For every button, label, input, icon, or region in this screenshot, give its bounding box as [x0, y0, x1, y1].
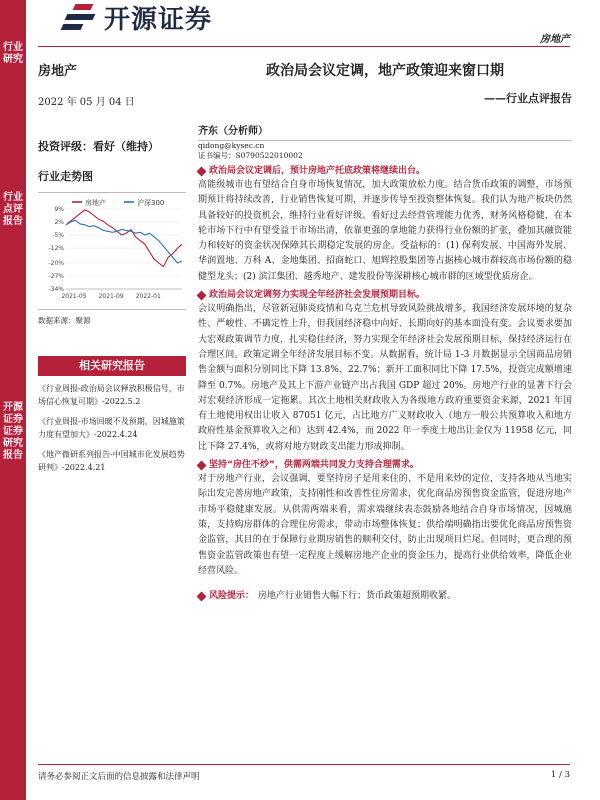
y-tick-label: -27% — [48, 272, 64, 280]
section-body: 对于房地产行业，会议强调，要坚持房子是用来住的、不是用来炒的定位，支持各地从当地实际出发完善房地产政策，支持刚性和改善性住房需求，优化商品房预售资金监管，促进房地产市场平稳健康发展。从供需两端来看，需求端继续表态鼓励各地结合自身市场情况，因城施策，支持购房群体的合理住房需求，带动市场整体恢复；供给端明确指出要优化商品房预售资金监管，其目的在于保障行业期房销售的顺利交付，防止出现项目烂尾。但同时，更合理的预售资金监管政策也有望一定程度上缓解房地产企业的资金压力，提高行业供给效率，降低企业经营风险。 — [198, 474, 572, 576]
left-column — [38, 52, 186, 481]
legend-label-csi300: 沪深300 — [137, 199, 165, 207]
side-label-middle: 行业点评报告 — [3, 192, 23, 227]
trend-chart-svg — [38, 193, 186, 305]
related-research-header: 相关研究报告 — [38, 356, 186, 376]
y-tick-label: -5% — [52, 232, 64, 240]
chart-source: 数据来源：聚源 — [38, 316, 91, 325]
section-heading-text: 政治局会议定调后，预计房地产托底政策将继续出台。 — [209, 166, 426, 176]
x-tick-label: 2021-05 — [61, 293, 87, 300]
related-report-link[interactable]: 《地产微研系列报告-中国城市化发展趋势研判》-2022.4.21 — [38, 450, 185, 472]
side-label-bottom: 开源证券 证券研究报告 — [3, 402, 23, 461]
sector-label: 房地产 — [38, 64, 78, 79]
author-cert: 证书编号：S0790522010002 — [198, 151, 303, 160]
report-title: 政治局会议定调，地产政策迎来窗口期 — [266, 63, 504, 79]
trend-title: 行业走势图 — [38, 170, 93, 183]
risk-label: 风险提示： — [209, 591, 255, 602]
section-heading-text: 政治局会议定调努力实现全年经济社会发展预期目标。 — [209, 290, 426, 301]
section-body: 高能级城市也有望结合自身市场恢复情况，加大政策放松力度。结合货币政策的调整，市场预期预计将持续改善，行业销售恢复可期，并逐步传导至投资整体恢复。我们认为地产板块仍然具备较好的投资机会，维持行业看好评级。看好过去经营管理能力优秀，财务风格稳健，在本轮市场下行中有望受益于市场出清，依靠更强的拿地能力获得行业份额的扩张，叠加其融资能力和较好的资金状况保障其长期稳定发展的房企。受益标的：(1) 保利发展、中国海外发展、华润置地、万科 A、金地集团、招商蛇口、旭辉控股集团等占据核心城市群较高市场份额的稳健型龙头；(2) 滨江集团、越秀地产、建发股份等深耕核心城市群的区域型优质房企。 — [198, 180, 572, 282]
author-block — [198, 122, 572, 161]
legend-label-property: 房地产 — [85, 199, 106, 207]
series-line-property — [66, 210, 182, 267]
risk-text: 房地产行业销售大幅下行；货币政策超预期收紧。 — [258, 591, 457, 602]
brand-logo — [60, 0, 212, 34]
header-category: 房地产 — [540, 34, 570, 45]
diamond-bullet-icon — [197, 591, 207, 601]
side-strip — [0, 0, 26, 800]
diamond-bullet-icon — [197, 291, 207, 301]
section-heading — [198, 459, 572, 472]
risk-warning — [198, 589, 572, 603]
series-line-csi300 — [66, 220, 182, 263]
x-tick-label: 2021-09 — [98, 293, 124, 300]
section-heading — [198, 165, 572, 178]
section-heading-text: 坚持“房住不炒”，供需两端共同发力支持合理需求。 — [209, 460, 419, 471]
trend-chart — [38, 192, 186, 310]
header-divider — [38, 46, 570, 47]
diamond-bullet-icon — [197, 461, 207, 471]
section-heading — [198, 289, 572, 302]
related-report-link[interactable]: 《行业周报-市场回暖不及预期，因城施策力度有望加大》-2022.4.24 — [38, 417, 185, 439]
report-subtitle: ——行业点评报告 — [484, 92, 572, 105]
y-tick-label: 2% — [54, 219, 64, 227]
page-number: 1 / 3 — [550, 770, 570, 780]
x-axis — [61, 289, 182, 300]
footer-divider — [38, 764, 570, 765]
logo-icon — [60, 2, 96, 32]
related-research-list — [38, 382, 186, 474]
related-report-link[interactable]: 《行业周报-政治局会议释放积极信号，市场信心恢复可期》-2022.5.2 — [38, 384, 185, 406]
side-label-top: 行业研究 — [3, 42, 23, 65]
y-tick-label: -20% — [48, 259, 64, 267]
section-body: 会议明确指出，尽管新冠肺炎疫情和乌克兰危机导致风险挑战增多，我国经济发展环境的复杂性、严峻性、不确定性上升，但我国经济稳中向好、长期向好的基本面没有变。会议要求要加大宏观政策调节力度，扎实稳住经济，努力实现全年经济社会发展预期目标，保持经济运行在合理区间。政策定调全年经济发展目标不变。从数据看，统计局 1-3 月数据显示全国商品房销售金额与面积分别同比下降 13.8%、22.7%；新开工面积同比下降 17.5%，投资完成额增速降至 0.7%。房地产及其上下游产业链产出占我国 GDP 超过 20%。房地产行业的显著下行会对宏观经济形成一定拖累。其次土地相关财政收入为各级地方政府重要资金来源，2021 年国有土地使用权出让收入 87051 亿元，占比地方广义财政收入（地方一般公共预算收入和地方政府性基金预算收入之和）达到 42.4%，而 2022 年一季度土地出让金仅为 11958 亿元，同比下降 27.4%，或将对地方财政支出能力形成抑制。 — [198, 304, 572, 452]
investment-rating: 投资评级：看好（维持） — [38, 140, 159, 153]
main-column — [198, 52, 572, 603]
chart-lines — [66, 210, 182, 267]
diamond-bullet-icon — [197, 167, 207, 177]
y-axis — [48, 206, 182, 293]
x-tick-label: 2022-01 — [135, 293, 161, 300]
report-date: 2022 年 05 月 04 日 — [38, 97, 135, 108]
brand-name: 开源证券 — [104, 4, 213, 35]
author-name: 齐东（分析师） — [198, 126, 268, 137]
y-tick-label: -12% — [48, 245, 64, 253]
y-tick-label: -34% — [48, 286, 64, 293]
author-email[interactable]: qidong@kysec.cn — [198, 141, 265, 150]
footer-disclaimer: 请务必参阅正文后面的信息披露和法律声明 — [38, 772, 200, 782]
chart-legend — [72, 198, 164, 207]
y-tick-label: 9% — [54, 206, 64, 213]
